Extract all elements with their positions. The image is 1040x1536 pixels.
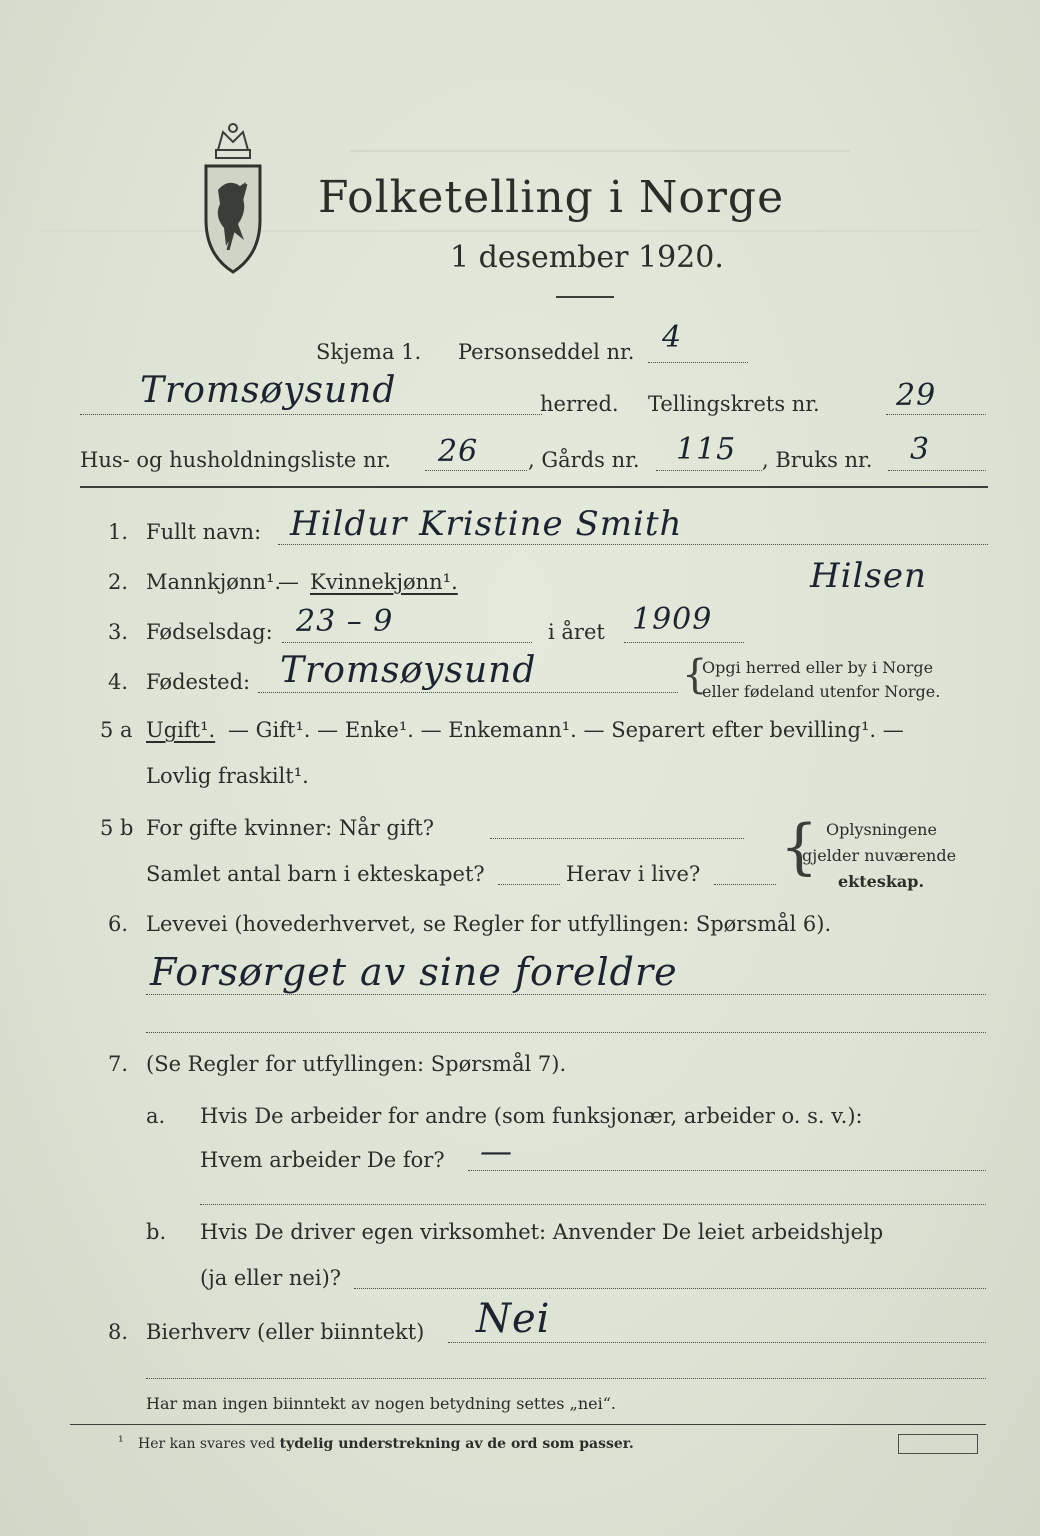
skjema-label: Skjema 1. — [316, 340, 422, 364]
q6-livelihood-value[interactable]: Forsørget av sine foreldre — [150, 950, 678, 994]
q8-note: Har man ingen biinntekt av nogen betydning settes „nei“. — [146, 1394, 616, 1413]
q4-note-brace: { — [682, 652, 708, 698]
q7b-letter: b. — [146, 1220, 167, 1244]
husholdningsliste-line — [425, 470, 527, 471]
husholdningsliste-value[interactable]: 26 — [438, 434, 479, 469]
q7a-line2 — [200, 1204, 986, 1205]
q7-label: (Se Regler for utfyllingen: Spørsmål 7). — [146, 1052, 567, 1076]
q5b-note-brace: { — [780, 812, 819, 882]
q8-side-income-value[interactable]: Nei — [476, 1296, 551, 1342]
q8-line2 — [146, 1378, 986, 1379]
q4-label: Fødested: — [146, 670, 251, 694]
q6-number: 6. — [108, 912, 129, 936]
q3-label: Fødselsdag: — [146, 620, 273, 644]
q5b-alive-line — [714, 884, 776, 885]
herred-label: herred. — [540, 392, 619, 416]
q2-number: 2. — [108, 570, 129, 594]
bruks-label: , Bruks nr. — [762, 448, 873, 472]
q5a-fraskilt-option[interactable]: Lovlig fraskilt¹. — [146, 764, 309, 788]
q7b-line — [354, 1288, 986, 1289]
q1-full-name-value[interactable]: Hildur Kristine Smith — [290, 504, 683, 544]
q4-birthplace-value[interactable]: Tromsøysund — [280, 650, 537, 691]
q7a-employer-label: Hvem arbeider De for? — [200, 1148, 445, 1172]
q7a-label: Hvis De arbeider for andre (som funksjonær, arbeider o. s. v.): — [200, 1104, 863, 1128]
gards-value[interactable]: 115 — [676, 432, 737, 467]
q3-year-line — [624, 642, 744, 643]
footnote-mark: ¹ — [118, 1434, 124, 1450]
title-divider — [556, 296, 614, 298]
q5b-note-line1: Oplysningene — [826, 820, 937, 839]
q1-line — [278, 544, 988, 545]
q5a-number: 5 a — [100, 718, 133, 742]
q7b-label: Hvis De driver egen virksomhet: Anvender De leiet arbeidshjelp — [200, 1220, 884, 1244]
personseddel-value[interactable]: 4 — [662, 320, 683, 355]
q5a-ugift-option-underlined[interactable]: Ugift¹. — [146, 718, 216, 742]
q3-number: 3. — [108, 620, 129, 644]
q5b-note-line3: ekteskap. — [838, 872, 925, 891]
q7b-label-continued: (ja eller nei)? — [200, 1266, 342, 1290]
norway-coat-of-arms-icon — [188, 120, 278, 280]
personseddel-line — [648, 362, 748, 363]
q3-birthday-value[interactable]: 23 – 9 — [296, 604, 394, 639]
tellingskrets-line — [886, 414, 986, 415]
q3-year-label: i året — [548, 620, 605, 644]
q7a-employer-value[interactable]: — — [480, 1132, 513, 1170]
q6-line2 — [146, 1032, 986, 1033]
q7-number: 7. — [108, 1052, 129, 1076]
q5a-other-options[interactable]: — Gift¹. — Enke¹. — Enkemann¹. — Separert efter bevilling¹. — — [228, 718, 904, 742]
footnote-text-plain: Her kan svares ved — [138, 1436, 276, 1452]
personseddel-label: Personseddel nr. — [458, 340, 635, 364]
tellingskrets-label: Tellingskrets nr. — [648, 392, 820, 416]
census-date: 1 desember 1920. — [450, 240, 724, 275]
q7a-employer-line — [468, 1170, 986, 1171]
tellingskrets-value[interactable]: 29 — [896, 378, 937, 413]
q1-full-name-value-continued[interactable]: Hilsen — [810, 556, 927, 596]
q4-number: 4. — [108, 670, 129, 694]
gards-label: , Gårds nr. — [528, 448, 640, 472]
footnote-rule — [70, 1424, 986, 1425]
footnote-text — [138, 1436, 634, 1452]
husholdningsliste-label: Hus- og husholdningsliste nr. — [80, 448, 391, 472]
q4-line — [258, 692, 678, 693]
q6-line1 — [146, 994, 986, 995]
q3-year-value[interactable]: 1909 — [632, 602, 713, 637]
q2-male-option[interactable]: Mannkjønn¹. — [146, 570, 282, 594]
q2-female-option-underlined[interactable]: Kvinnekjønn¹. — [310, 570, 458, 594]
header-rule — [80, 486, 988, 488]
q8-number: 8. — [108, 1320, 129, 1344]
q5b-alive-label: Herav i live? — [566, 862, 701, 886]
q1-number: 1. — [108, 520, 129, 544]
q8-line — [448, 1342, 986, 1343]
q5b-married-when-line — [490, 838, 744, 839]
q7a-letter: a. — [146, 1104, 166, 1128]
q3-birthday-line — [282, 642, 532, 643]
q5b-note-line2: gjelder nuværende — [802, 846, 957, 865]
herred-line — [80, 414, 542, 415]
q5b-married-when-label: For gifte kvinner: Når gift? — [146, 816, 435, 840]
bruks-value[interactable]: 3 — [910, 432, 931, 467]
q4-note-line2: eller fødeland utenfor Norge. — [702, 682, 941, 701]
footnote-text-bold: tydelig understrekning av de ord som passer. — [279, 1436, 634, 1452]
form-title: Folketelling i Norge — [318, 172, 785, 223]
q5b-number: 5 b — [100, 816, 134, 840]
bruks-line — [888, 470, 986, 471]
herred-value[interactable]: Tromsøysund — [140, 370, 397, 411]
gards-line — [656, 470, 762, 471]
q1-label: Fullt navn: — [146, 520, 262, 544]
q5b-children-label: Samlet antal barn i ekteskapet? — [146, 862, 485, 886]
q4-note-line1: Opgi herred eller by i Norge — [702, 658, 934, 677]
q5b-children-line — [498, 884, 560, 885]
q6-label: Levevei (hovederhvervet, se Regler for utfyllingen: Spørsmål 6). — [146, 912, 832, 936]
print-through — [40, 230, 980, 232]
printer-stamp-icon — [898, 1434, 978, 1454]
q2-dash: — — [278, 570, 299, 594]
q8-label: Bierhverv (eller biinntekt) — [146, 1320, 425, 1344]
print-through — [350, 150, 850, 152]
